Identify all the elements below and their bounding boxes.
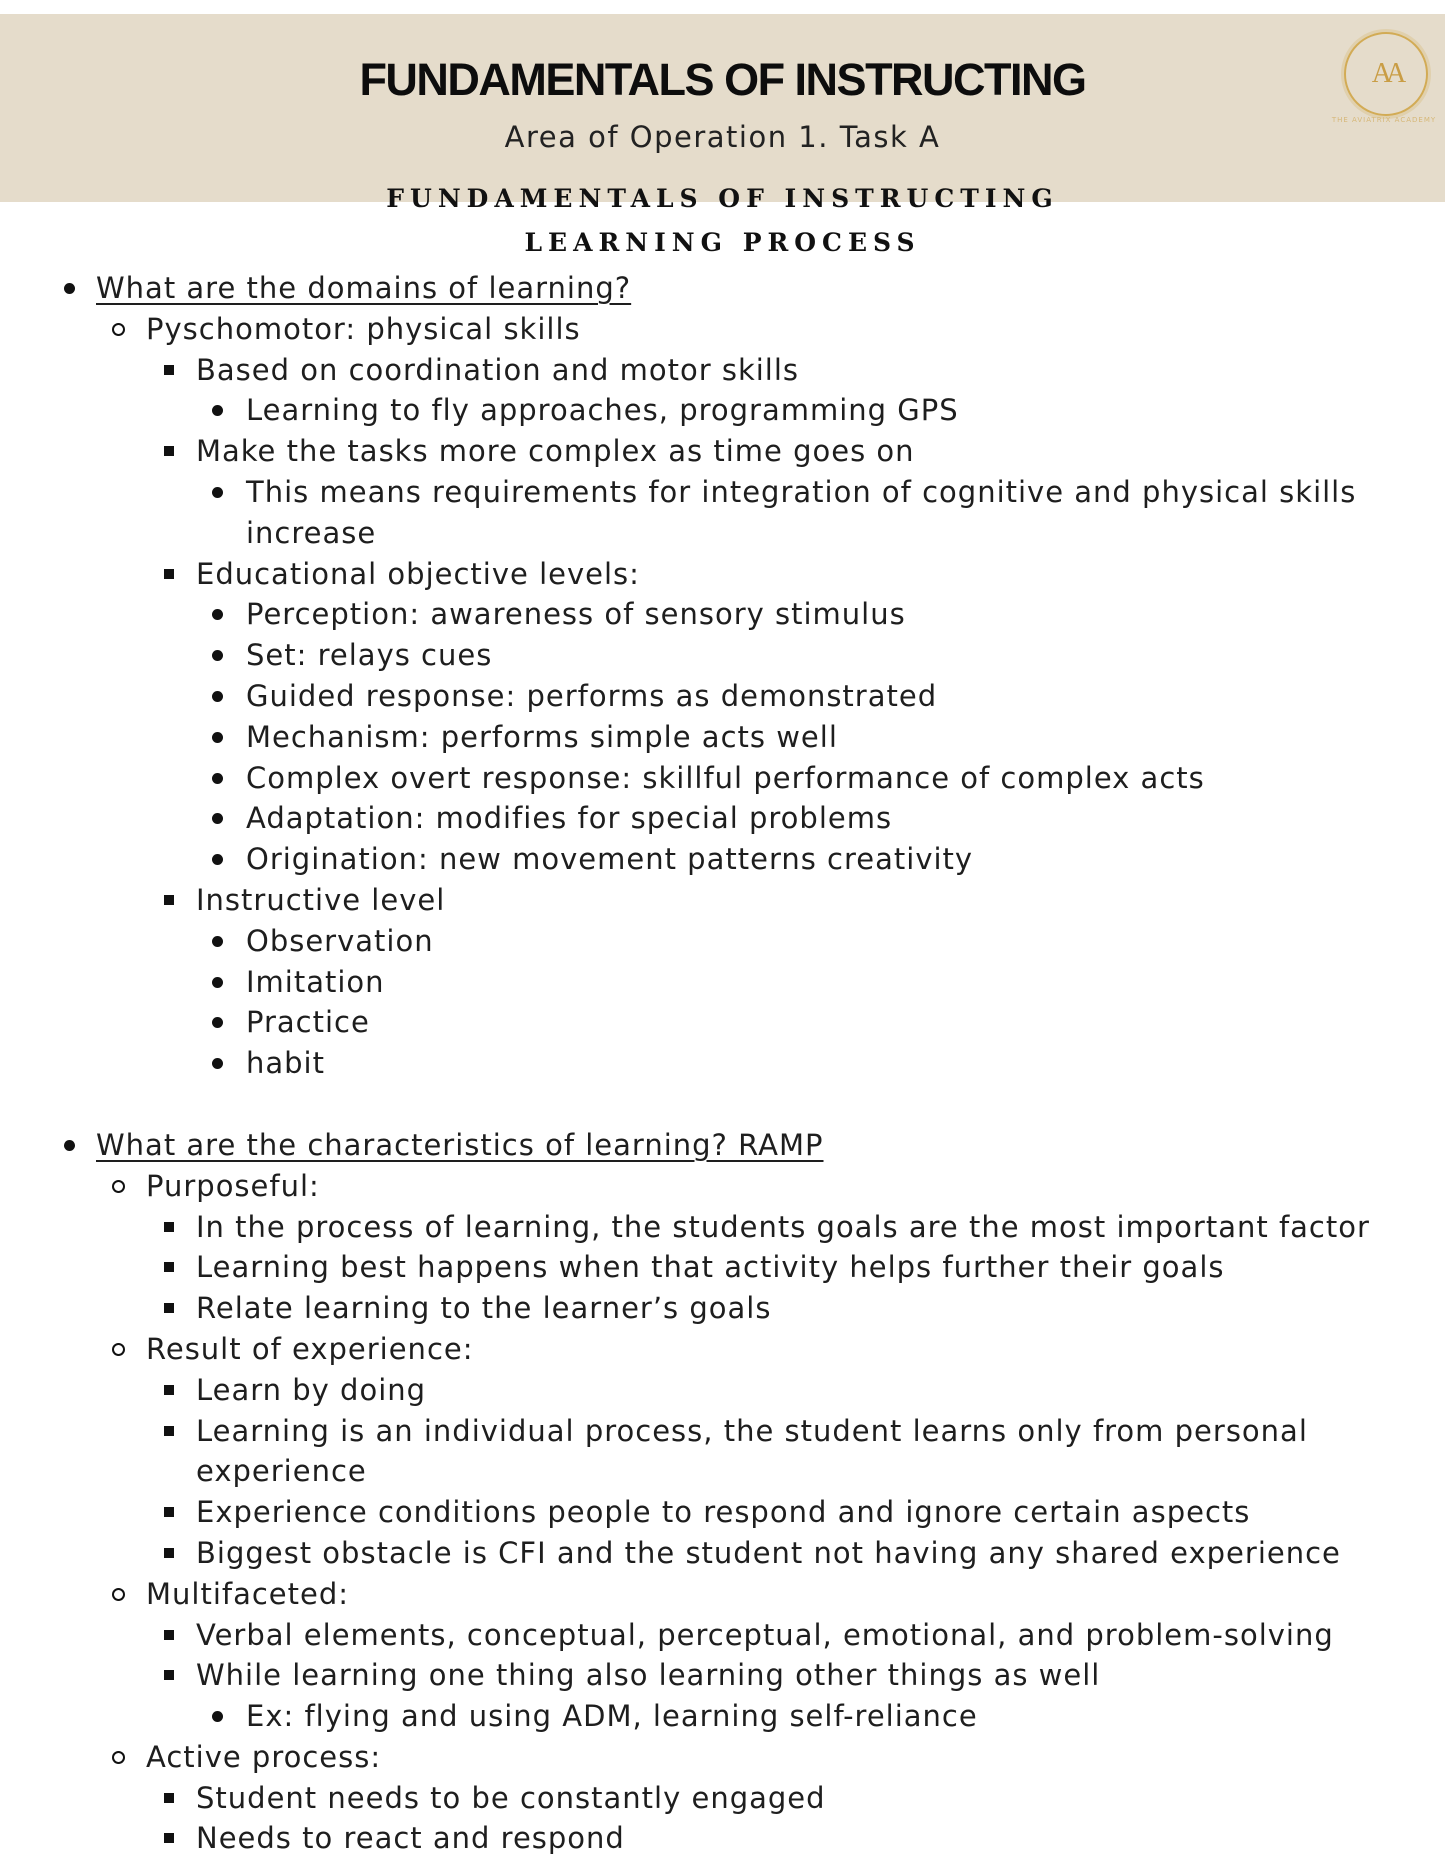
question-characteristics: What are the characteristics of learning? RAMP	[96, 1127, 824, 1162]
bullet-icon	[212, 650, 223, 661]
list-item: Pyschomotor: physical skills	[0, 309, 1445, 350]
header-band	[0, 14, 1445, 202]
bullet-icon	[212, 1058, 223, 1069]
list-item: habit	[0, 1043, 1445, 1084]
list-item: Ex: flying and using ADM, learning self-reliance	[0, 1696, 1445, 1737]
bullet-icon	[212, 609, 223, 620]
bullet-icon	[212, 936, 223, 947]
square-bullet-icon	[164, 1670, 174, 1680]
list-item: Educational objective levels:	[0, 554, 1445, 595]
bullet-icon	[212, 487, 223, 498]
list-item: Learn by doing	[0, 1370, 1445, 1411]
section-domains	[0, 268, 1445, 1084]
square-bullet-icon	[164, 1548, 174, 1558]
square-bullet-icon	[164, 1507, 174, 1517]
list-item: Complex overt response: skillful performance of complex acts	[0, 758, 1445, 799]
notes-content	[0, 268, 1445, 1859]
list-item: In the process of learning, the students goals are the most important factor	[0, 1207, 1445, 1248]
bullet-icon	[64, 1140, 75, 1151]
list-item: Relate learning to the learner’s goals	[0, 1288, 1445, 1329]
document-subtitle: Area of Operation 1. Task A	[504, 120, 941, 154]
list-item: Imitation	[0, 962, 1445, 1003]
list-item: Learning best happens when that activity helps further their goals	[0, 1247, 1445, 1288]
bullet-icon	[212, 405, 223, 416]
bullet-icon	[212, 813, 223, 824]
list-item: Based on coordination and motor skills	[0, 350, 1445, 391]
list-item: Mechanism: performs simple acts well	[0, 717, 1445, 758]
square-bullet-icon	[164, 1793, 174, 1803]
square-bullet-icon	[164, 1385, 174, 1395]
list-item: Multifaceted:	[0, 1574, 1445, 1615]
list-item: Needs to react and respond	[0, 1818, 1445, 1859]
square-bullet-icon	[164, 1426, 174, 1436]
list-item: Origination: new movement patterns creativity	[0, 839, 1445, 880]
square-bullet-icon	[164, 1303, 174, 1313]
square-bullet-icon	[164, 365, 174, 375]
bullet-icon	[212, 691, 223, 702]
circle-bullet-icon	[112, 1180, 125, 1193]
list-item: Active process:	[0, 1737, 1445, 1778]
list-item: Observation	[0, 921, 1445, 962]
list-item: This means requirements for integration of cognitive and physical skills increase	[0, 472, 1445, 554]
bullet-icon	[212, 854, 223, 865]
list-item: Set: relays cues	[0, 635, 1445, 676]
square-bullet-icon	[164, 569, 174, 579]
list-item: Biggest obstacle is CFI and the student not having any shared experience	[0, 1533, 1445, 1574]
square-bullet-icon	[164, 1222, 174, 1232]
section-heading-line1: FUNDAMENTALS OF INSTRUCTING	[386, 184, 1059, 213]
logo-caption: THE AVIATRIX ACADEMY	[1331, 116, 1437, 124]
list-item: While learning one thing also learning other things as well	[0, 1655, 1445, 1696]
bullet-icon	[212, 1711, 223, 1722]
list-item: Result of experience:	[0, 1329, 1445, 1370]
square-bullet-icon	[164, 1630, 174, 1640]
question-domains: What are the domains of learning?	[96, 271, 632, 305]
circle-bullet-icon	[112, 1588, 125, 1601]
section-heading-line2: LEARNING PROCESS	[524, 228, 921, 257]
square-bullet-icon	[164, 446, 174, 456]
square-bullet-icon	[164, 1262, 174, 1272]
circle-bullet-icon	[112, 1751, 125, 1764]
bullet-icon	[212, 977, 223, 988]
bullet-icon	[212, 732, 223, 743]
list-item: Learning to fly approaches, programming GPS	[0, 390, 1445, 431]
list-item: Student needs to be constantly engaged	[0, 1778, 1445, 1819]
document-title: FUNDAMENTALS OF INSTRUCTING	[359, 54, 1086, 105]
circle-bullet-icon	[112, 1343, 125, 1356]
list-item: Adaptation: modifies for special problems	[0, 798, 1445, 839]
list-item: Perception: awareness of sensory stimulus	[0, 594, 1445, 635]
logo-monogram: AA	[1371, 58, 1401, 89]
list-item	[0, 1125, 1445, 1166]
list-item: Verbal elements, conceptual, perceptual, emotional, and problem-solving	[0, 1615, 1445, 1656]
bullet-icon	[64, 283, 75, 294]
list-item: Purposeful:	[0, 1166, 1445, 1207]
list-item: Guided response: performs as demonstrated	[0, 676, 1445, 717]
square-bullet-icon	[164, 895, 174, 905]
section-spacer	[0, 1084, 1445, 1125]
list-item: Instructive level	[0, 880, 1445, 921]
square-bullet-icon	[164, 1833, 174, 1843]
bullet-icon	[212, 773, 223, 784]
list-item: Experience conditions people to respond and ignore certain aspects	[0, 1492, 1445, 1533]
circle-bullet-icon	[112, 323, 125, 336]
bullet-icon	[212, 1017, 223, 1028]
section-characteristics	[0, 1125, 1445, 1859]
academy-logo	[1344, 32, 1428, 116]
list-item: Make the tasks more complex as time goes on	[0, 431, 1445, 472]
list-item: Practice	[0, 1002, 1445, 1043]
list-item: Learning is an individual process, the student learns only from personal experience	[0, 1411, 1445, 1493]
list-item	[0, 268, 1445, 309]
